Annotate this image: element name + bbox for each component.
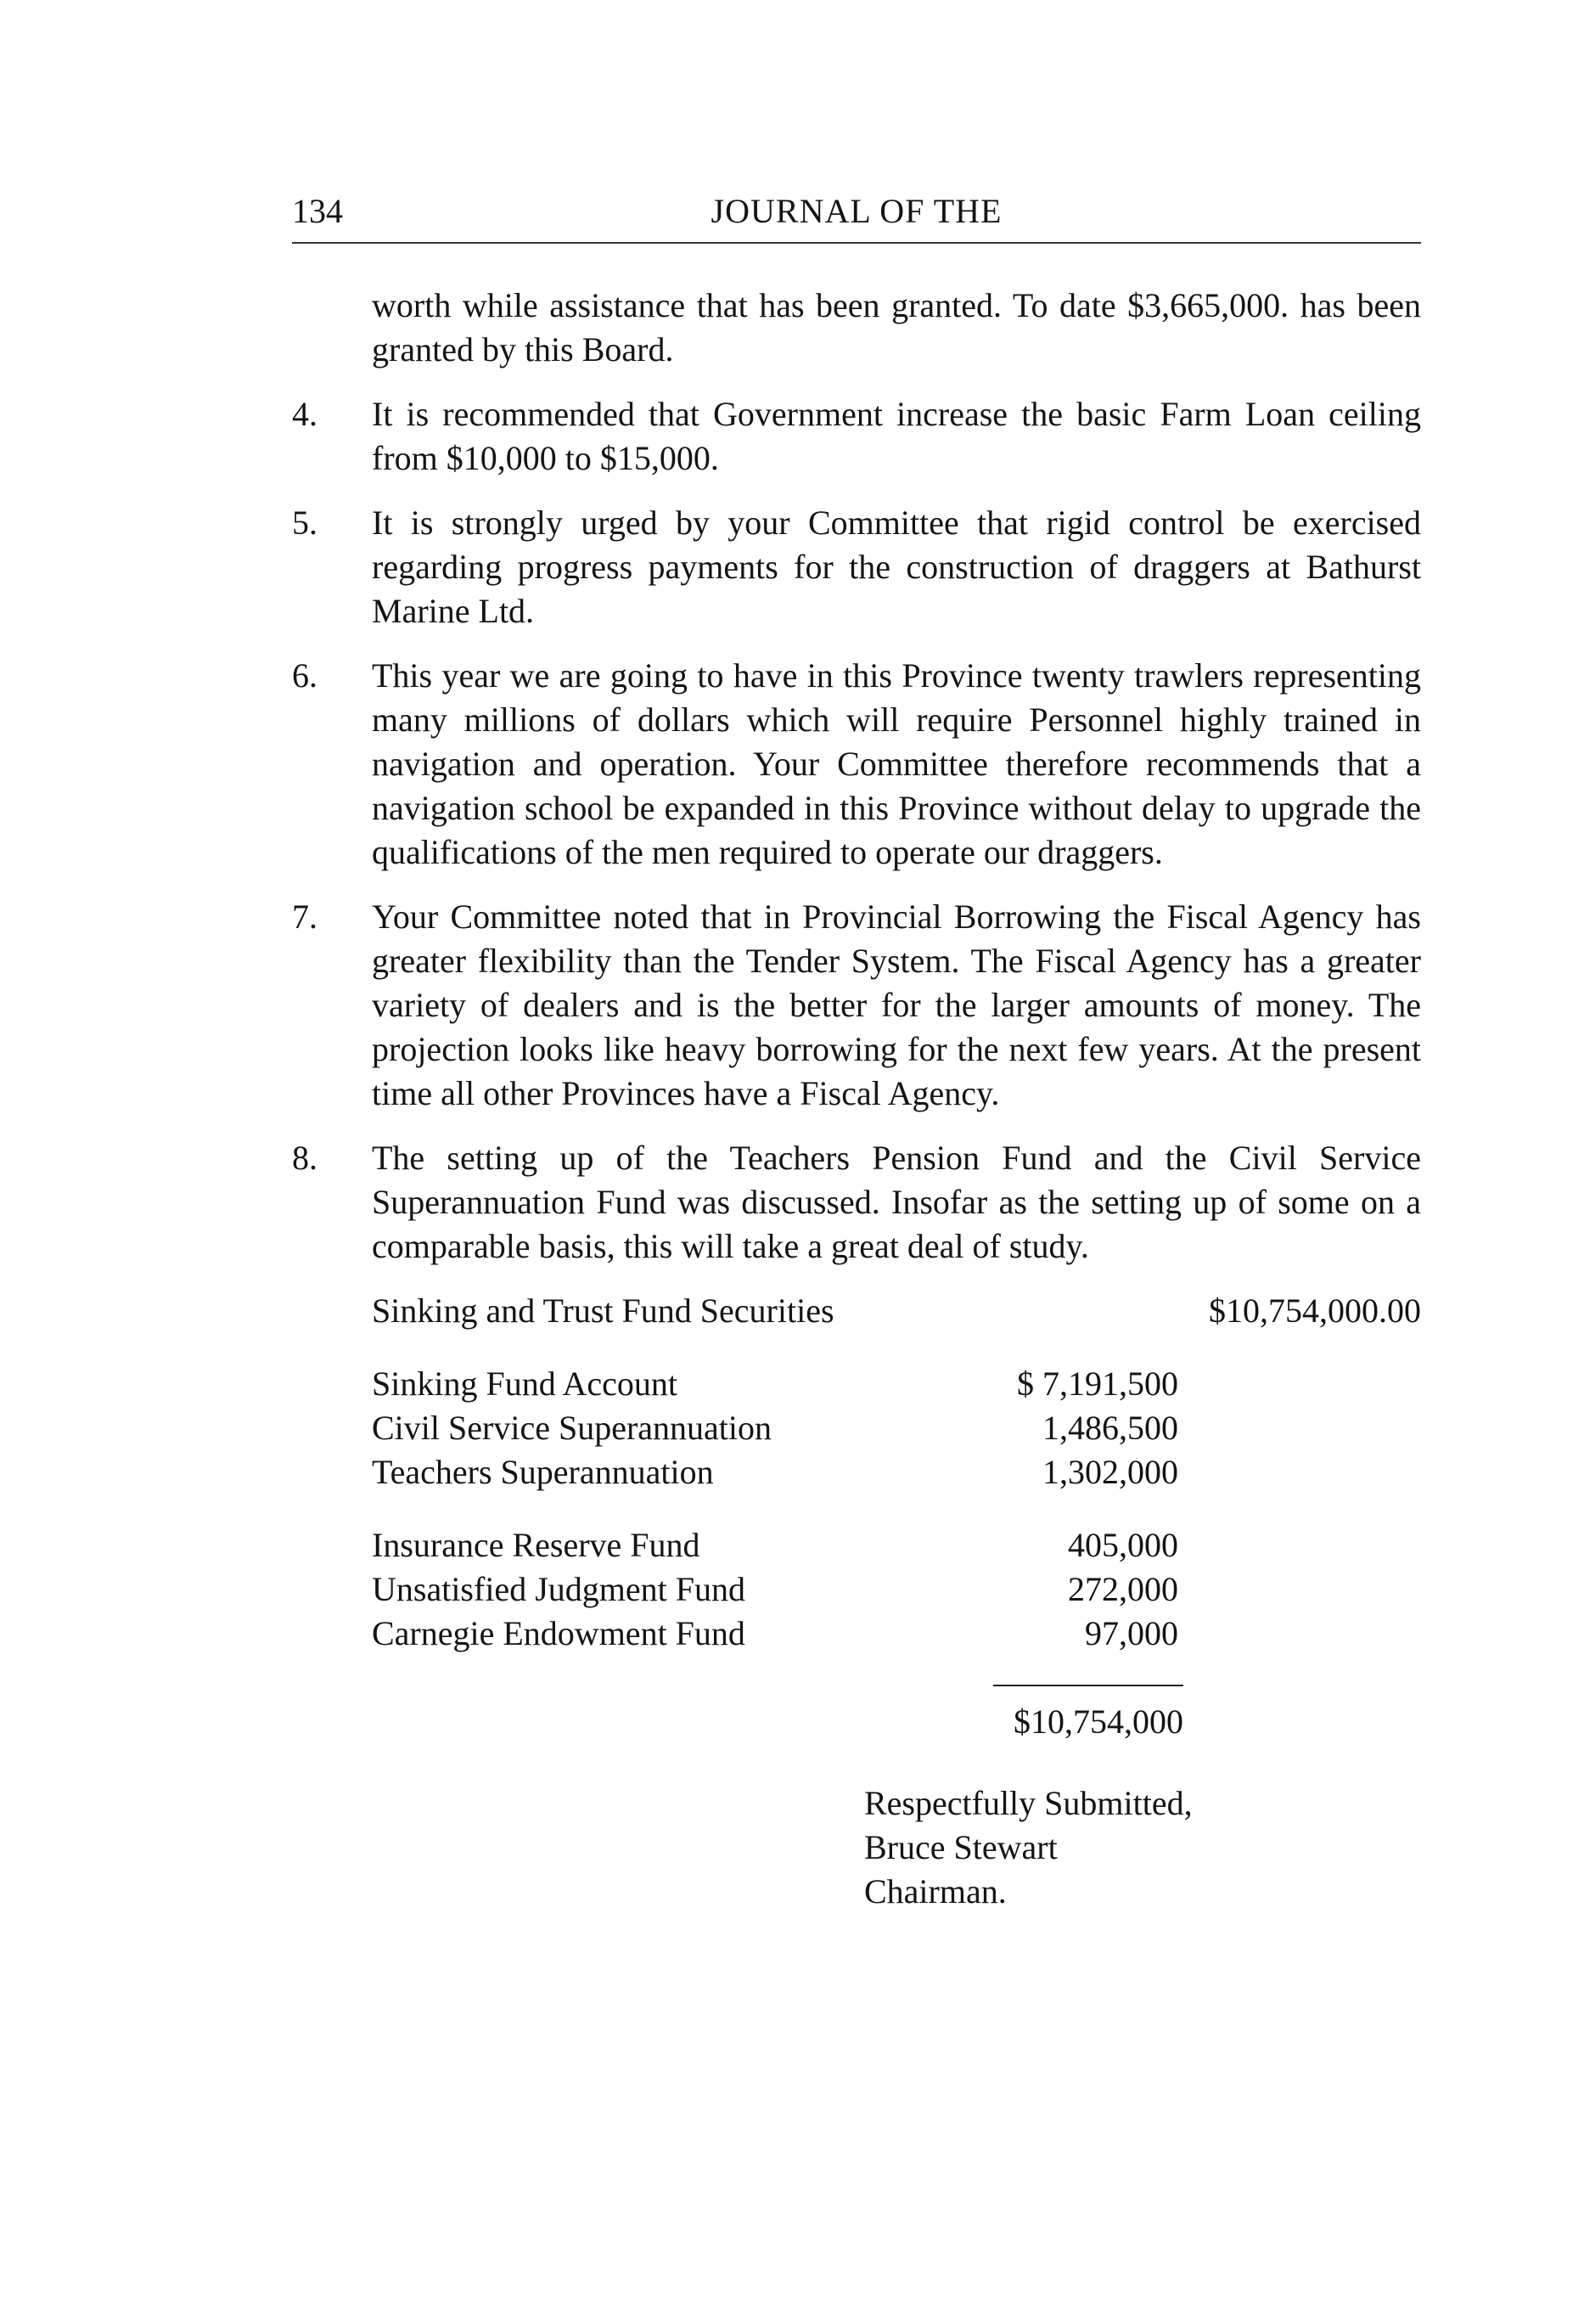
fund-row [372, 1612, 1421, 1656]
securities-label: Sinking and Trust Fund Securities [372, 1291, 834, 1330]
fund-row [372, 1567, 1421, 1612]
recommendation-item [292, 895, 1421, 1116]
securities-amount: $10,754,000.00 [1209, 1291, 1421, 1330]
fund-row [372, 1523, 1421, 1567]
fund-name: Civil Service Superannuation [372, 1409, 772, 1447]
fund-row [372, 1362, 1421, 1406]
signature-title: Chairman. [864, 1872, 1007, 1910]
item-number: 7. [292, 898, 317, 936]
fund-name: Teachers Superannuation [372, 1453, 714, 1491]
fund-group [372, 1523, 1421, 1656]
fund-amount: $ 7,191,500 [1017, 1365, 1178, 1403]
recommendation-item [292, 501, 1421, 633]
fund-name: Insurance Reserve Fund [372, 1526, 700, 1564]
item-number: 5. [292, 504, 317, 542]
item-text: It is recommended that Government increase the basic Farm Loan ceiling from $10,000 to $15,000. [372, 395, 1421, 477]
fund-amount: 1,486,500 [1042, 1409, 1178, 1447]
item-number: 8. [292, 1139, 317, 1177]
fund-name: Sinking Fund Account [372, 1365, 678, 1403]
fund-name: Unsatisfied Judgment Fund [372, 1570, 745, 1608]
item-text: Your Committee noted that in Provincial Borrowing the Fiscal Agency has greater flexibility than the Tender System. The Fiscal Agency has a greater variety of dealers and is the better for the larger amounts of money. The projection looks like heavy borrowing for the next few years. At the present time all other Provinces have a Fiscal Agency. [372, 898, 1421, 1112]
item-text: It is strongly urged by your Committee that rigid control be exercised regarding progress payments for the construction of draggers at Bathurst Marine Ltd. [372, 504, 1421, 630]
fund-group [372, 1362, 1421, 1494]
signature-name: Bruce Stewart [864, 1828, 1058, 1866]
item-text: This year we are going to have in this Province twenty trawlers representing many millions of dollars which will require Personnel highly trained in navigation and operation. Your Committee therefore recommends that a navigation school be expanded in this Province without delay to upgrade the qualifications of the men required to operate our draggers. [372, 656, 1421, 871]
continuation-paragraph: worth while assistance that has been granted. To date $3,665,000. has been granted by this Board. [372, 286, 1421, 369]
signature-closing: Respectfully Submitted, [864, 1784, 1193, 1822]
item-number: 6. [292, 656, 317, 695]
item-number: 4. [292, 395, 317, 433]
item-text: The setting up of the Teachers Pension Fund and the Civil Service Superannuation Fund was discussed. Insofar as the setting up of some on a comparable basis, this will take a great deal of study. [372, 1139, 1421, 1265]
fund-amount: 272,000 [1068, 1570, 1178, 1608]
recommendation-item [292, 392, 1421, 481]
page-number: 134 [292, 192, 343, 230]
fund-total: $10,754,000 [1014, 1702, 1183, 1741]
recommendation-item [292, 654, 1421, 875]
report-body [292, 284, 1421, 1914]
securities-total-row [372, 1289, 1421, 1333]
sum-rule [993, 1685, 1183, 1686]
fund-row [372, 1450, 1421, 1494]
page-header [292, 183, 1421, 242]
header-rule [292, 242, 1421, 244]
fund-name: Carnegie Endowment Fund [372, 1614, 745, 1652]
fund-amount: 1,302,000 [1042, 1453, 1178, 1491]
fund-row [372, 1406, 1421, 1450]
fund-amount: 97,000 [1085, 1614, 1178, 1652]
recommendation-item [292, 1136, 1421, 1269]
fund-amount: 405,000 [1068, 1526, 1178, 1564]
signature-block [864, 1781, 1421, 1914]
running-head: JOURNAL OF THE [711, 192, 1003, 230]
